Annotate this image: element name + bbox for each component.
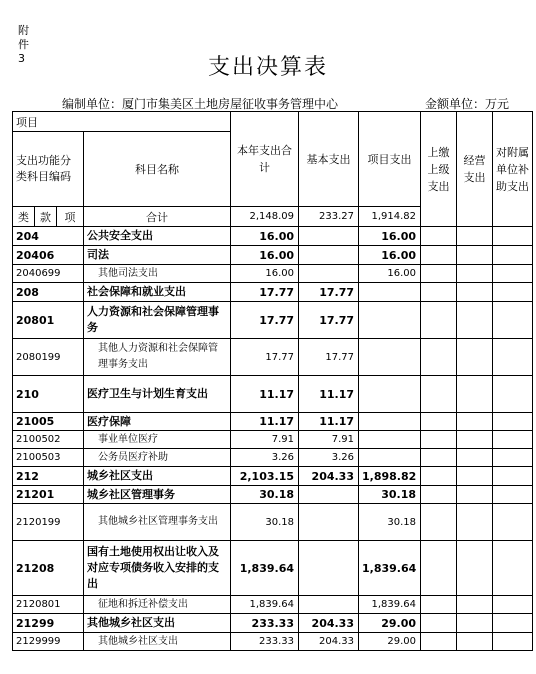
- row-code: 210: [13, 376, 84, 413]
- row-code: 21208: [13, 541, 84, 596]
- row-business: [457, 246, 493, 265]
- row-code: 2100502: [13, 431, 84, 449]
- row-subject-name: 司法: [84, 246, 231, 265]
- row-upper: [421, 431, 457, 449]
- row-basic: 204.33: [299, 614, 359, 633]
- row-project: 16.00: [359, 265, 421, 283]
- row-business: [457, 227, 493, 246]
- row-subject-name: 社会保障和就业支出: [84, 283, 231, 302]
- header-subject-name: 科目名称: [84, 132, 231, 207]
- row-code: 21299: [13, 614, 84, 633]
- row-upper: [421, 486, 457, 504]
- row-subject-name: 国有土地使用权出让收入及对应专项债务收入安排的支出: [84, 541, 231, 596]
- row-basic: [299, 227, 359, 246]
- row-code: 2120801: [13, 596, 84, 614]
- table-row: [13, 467, 533, 486]
- row-project: [359, 302, 421, 339]
- row-subsidy: [493, 283, 533, 302]
- sum-basic: 233.27: [299, 207, 359, 227]
- row-total: 233.33: [231, 614, 299, 633]
- row-basic: [299, 486, 359, 504]
- row-business: [457, 431, 493, 449]
- row-subsidy: [493, 413, 533, 431]
- row-subject-name: 城乡社区管理事务: [84, 486, 231, 504]
- row-basic: 17.77: [299, 302, 359, 339]
- table-row: [13, 614, 533, 633]
- row-business: [457, 376, 493, 413]
- row-basic: 17.77: [299, 339, 359, 376]
- table-row: [13, 246, 533, 265]
- row-subsidy: [493, 486, 533, 504]
- row-code: 2080199: [13, 339, 84, 376]
- row-project: [359, 431, 421, 449]
- row-upper: [421, 449, 457, 467]
- row-upper: [421, 339, 457, 376]
- row-code: 204: [13, 227, 84, 246]
- row-upper: [421, 467, 457, 486]
- row-basic: 204.33: [299, 633, 359, 651]
- row-code: 212: [13, 467, 84, 486]
- header-xiang: 项: [57, 207, 84, 227]
- expenditure-table: [12, 111, 533, 651]
- row-subject-name: 公务员医疗补助: [84, 449, 231, 467]
- row-subject-name: 医疗卫生与计划生育支出: [84, 376, 231, 413]
- row-total: 16.00: [231, 227, 299, 246]
- row-business: [457, 504, 493, 541]
- row-total: 30.18: [231, 486, 299, 504]
- row-project: [359, 449, 421, 467]
- row-subject-name: 其他司法支出: [84, 265, 231, 283]
- row-subject-name: 事业单位医疗: [84, 431, 231, 449]
- row-basic: 3.26: [299, 449, 359, 467]
- row-total: 1,839.64: [231, 541, 299, 596]
- row-subsidy: [493, 449, 533, 467]
- table-row: [13, 633, 533, 651]
- table-row: [13, 541, 533, 596]
- table-row: [13, 431, 533, 449]
- row-upper: [421, 283, 457, 302]
- row-business: [457, 633, 493, 651]
- row-subsidy: [493, 614, 533, 633]
- row-business: [457, 449, 493, 467]
- table-row: [13, 486, 533, 504]
- row-project: [359, 376, 421, 413]
- attachment-number: 3: [18, 52, 25, 65]
- header-project-expense: 项目支出: [359, 112, 421, 207]
- row-total: 17.77: [231, 283, 299, 302]
- header-business: 经营支出: [457, 112, 493, 227]
- row-upper: [421, 541, 457, 596]
- row-project: 1,839.64: [359, 596, 421, 614]
- header-subsidy: 对附属单位补助支出: [493, 112, 533, 227]
- row-upper: [421, 413, 457, 431]
- row-project: 16.00: [359, 246, 421, 265]
- row-basic: 7.91: [299, 431, 359, 449]
- row-upper: [421, 227, 457, 246]
- row-business: [457, 265, 493, 283]
- row-total: 16.00: [231, 265, 299, 283]
- row-business: [457, 339, 493, 376]
- row-subsidy: [493, 265, 533, 283]
- row-project: 29.00: [359, 633, 421, 651]
- row-subsidy: [493, 541, 533, 596]
- row-upper: [421, 633, 457, 651]
- row-subject-name: 其他城乡社区支出: [84, 633, 231, 651]
- sum-total: 2,148.09: [231, 207, 299, 227]
- header-func-code: 支出功能分类科目编码: [13, 132, 84, 207]
- row-total: 11.17: [231, 376, 299, 413]
- row-business: [457, 486, 493, 504]
- row-code: 2040699: [13, 265, 84, 283]
- row-basic: [299, 265, 359, 283]
- table-row: [13, 227, 533, 246]
- row-project: 16.00: [359, 227, 421, 246]
- row-total: 11.17: [231, 413, 299, 431]
- table-row: [13, 596, 533, 614]
- header-project: 项目: [13, 112, 231, 132]
- row-subject-name: 公共安全支出: [84, 227, 231, 246]
- header-basic: 基本支出: [299, 112, 359, 207]
- attachment-char-2: 件: [18, 38, 29, 51]
- row-subsidy: [493, 431, 533, 449]
- row-subject-name: 其他城乡社区管理事务支出: [84, 504, 231, 541]
- row-subject-name: 其他城乡社区支出: [84, 614, 231, 633]
- sum-project: 1,914.82: [359, 207, 421, 227]
- unit-label: 金额单位：万元: [425, 97, 510, 111]
- row-basic: [299, 541, 359, 596]
- row-upper: [421, 246, 457, 265]
- row-basic: 11.17: [299, 413, 359, 431]
- table-row: [13, 339, 533, 376]
- table-row: [13, 283, 533, 302]
- row-subsidy: [493, 596, 533, 614]
- row-upper: [421, 596, 457, 614]
- header-kuan: 款: [35, 207, 57, 227]
- sum-label: 合计: [84, 207, 231, 227]
- header-upper: 上缴上级支出: [421, 112, 457, 227]
- row-project: 30.18: [359, 486, 421, 504]
- row-subject-name: 城乡社区支出: [84, 467, 231, 486]
- row-upper: [421, 302, 457, 339]
- row-code: 20801: [13, 302, 84, 339]
- row-business: [457, 413, 493, 431]
- row-total: 17.77: [231, 339, 299, 376]
- row-total: 16.00: [231, 246, 299, 265]
- row-subject-name: 其他人力资源和社会保障管理事务支出: [84, 339, 231, 376]
- row-subject-name: 医疗保障: [84, 413, 231, 431]
- org-label: 编制单位：厦门市集美区土地房屋征收事务管理中心: [62, 97, 339, 111]
- row-project: [359, 283, 421, 302]
- row-basic: 17.77: [299, 283, 359, 302]
- table-row: [13, 265, 533, 283]
- row-subject-name: 人力资源和社会保障管理事务: [84, 302, 231, 339]
- row-subsidy: [493, 339, 533, 376]
- row-code: 2100503: [13, 449, 84, 467]
- header-lei: 类: [13, 207, 35, 227]
- row-project: 1,898.82: [359, 467, 421, 486]
- row-code: 2120199: [13, 504, 84, 541]
- table-row: [13, 504, 533, 541]
- row-subject-name: 征地和拆迁补偿支出: [84, 596, 231, 614]
- table-row: [13, 376, 533, 413]
- row-subsidy: [493, 504, 533, 541]
- row-business: [457, 283, 493, 302]
- row-upper: [421, 614, 457, 633]
- row-basic: [299, 596, 359, 614]
- row-upper: [421, 265, 457, 283]
- table-row: [13, 302, 533, 339]
- row-subsidy: [493, 246, 533, 265]
- row-business: [457, 596, 493, 614]
- row-subsidy: [493, 376, 533, 413]
- row-code: 208: [13, 283, 84, 302]
- row-total: 2,103.15: [231, 467, 299, 486]
- row-basic: [299, 246, 359, 265]
- row-basic: [299, 504, 359, 541]
- row-subsidy: [493, 633, 533, 651]
- row-upper: [421, 504, 457, 541]
- row-total: 3.26: [231, 449, 299, 467]
- row-total: 7.91: [231, 431, 299, 449]
- row-basic: 11.17: [299, 376, 359, 413]
- row-business: [457, 302, 493, 339]
- page-title: 支出决算表: [207, 55, 328, 80]
- row-project: [359, 413, 421, 431]
- row-subsidy: [493, 227, 533, 246]
- row-business: [457, 541, 493, 596]
- row-code: 21005: [13, 413, 84, 431]
- table-row: [13, 413, 533, 431]
- table-row: [13, 449, 533, 467]
- row-basic: 204.33: [299, 467, 359, 486]
- row-code: 21201: [13, 486, 84, 504]
- row-total: 17.77: [231, 302, 299, 339]
- row-upper: [421, 376, 457, 413]
- row-project: 1,839.64: [359, 541, 421, 596]
- row-total: 1,839.64: [231, 596, 299, 614]
- row-code: 20406: [13, 246, 84, 265]
- row-project: [359, 339, 421, 376]
- attachment-char-1: 附: [18, 24, 29, 37]
- row-subsidy: [493, 467, 533, 486]
- row-project: 30.18: [359, 504, 421, 541]
- row-total: 30.18: [231, 504, 299, 541]
- row-business: [457, 467, 493, 486]
- row-project: 29.00: [359, 614, 421, 633]
- header-total: 本年支出合计: [231, 112, 299, 207]
- row-subsidy: [493, 302, 533, 339]
- row-total: 233.33: [231, 633, 299, 651]
- row-code: 2129999: [13, 633, 84, 651]
- row-business: [457, 614, 493, 633]
